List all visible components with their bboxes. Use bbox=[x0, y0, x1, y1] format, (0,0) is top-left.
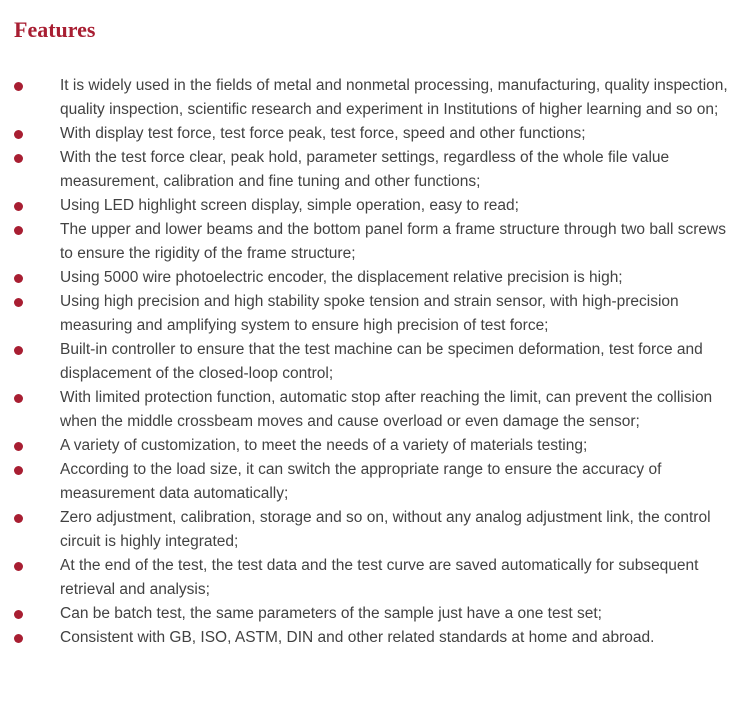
section-title: Features bbox=[14, 17, 96, 42]
feature-text: Built-in controller to ensure that the test machine can be specimen deformation, test force and displacement of the closed-loop control; bbox=[60, 341, 703, 382]
bullet-icon bbox=[14, 226, 23, 235]
list-item bbox=[14, 218, 735, 266]
list-item bbox=[14, 506, 735, 554]
bullet-icon bbox=[14, 298, 23, 307]
bullet-icon bbox=[14, 202, 23, 211]
feature-text: Using high precision and high stability spoke tension and strain sensor, with high-precision measuring and amplifying system to ensure high precision of test force; bbox=[60, 293, 679, 334]
bullet-icon bbox=[14, 442, 23, 451]
list-item bbox=[14, 194, 735, 218]
list-item bbox=[14, 338, 735, 386]
list-item bbox=[14, 290, 735, 338]
list-item bbox=[14, 146, 735, 194]
feature-text: Consistent with GB, ISO, ASTM, DIN and other related standards at home and abroad. bbox=[60, 629, 655, 646]
bullet-icon bbox=[14, 610, 23, 619]
list-item bbox=[14, 74, 735, 122]
bullet-icon bbox=[14, 394, 23, 403]
feature-text: It is widely used in the fields of metal and nonmetal processing, manufacturing, quality inspection, quality inspection, scientific research and experiment in Institutions of higher learning and so on; bbox=[60, 77, 728, 118]
list-item bbox=[14, 266, 735, 290]
bullet-icon bbox=[14, 562, 23, 571]
feature-text: According to the load size, it can switch the appropriate range to ensure the accuracy of measurement data automatically; bbox=[60, 461, 662, 502]
feature-text: Using 5000 wire photoelectric encoder, the displacement relative precision is high; bbox=[60, 269, 623, 286]
list-item bbox=[14, 386, 735, 434]
bullet-icon bbox=[14, 274, 23, 283]
feature-text: With display test force, test force peak, test force, speed and other functions; bbox=[60, 125, 586, 142]
features-list bbox=[14, 74, 735, 650]
bullet-icon bbox=[14, 154, 23, 163]
feature-text: With limited protection function, automatic stop after reaching the limit, can prevent the collision when the middle crossbeam moves and cause overload or even damage the sensor; bbox=[60, 389, 713, 430]
list-item bbox=[14, 626, 735, 650]
bullet-icon bbox=[14, 130, 23, 139]
list-item bbox=[14, 122, 735, 146]
feature-text: A variety of customization, to meet the needs of a variety of materials testing; bbox=[60, 437, 588, 454]
list-item bbox=[14, 434, 735, 458]
feature-text: Can be batch test, the same parameters of the sample just have a one test set; bbox=[60, 605, 602, 622]
bullet-icon bbox=[14, 346, 23, 355]
bullet-icon bbox=[14, 466, 23, 475]
bullet-icon bbox=[14, 634, 23, 643]
list-item bbox=[14, 602, 735, 626]
bullet-icon bbox=[14, 514, 23, 523]
feature-text: With the test force clear, peak hold, parameter settings, regardless of the whole file value measurement, calibration and fine tuning and other functions; bbox=[60, 149, 670, 190]
bullet-icon bbox=[14, 82, 23, 91]
feature-text: Using LED highlight screen display, simple operation, easy to read; bbox=[60, 197, 519, 214]
list-item bbox=[14, 554, 735, 602]
list-item bbox=[14, 458, 735, 506]
feature-text: At the end of the test, the test data and the test curve are saved automatically for subsequent retrieval and analysis; bbox=[60, 557, 699, 598]
feature-text: The upper and lower beams and the bottom panel form a frame structure through two ball screws to ensure the rigidity of the frame structure; bbox=[60, 221, 726, 262]
feature-text: Zero adjustment, calibration, storage and so on, without any analog adjustment link, the control circuit is highly integrated; bbox=[60, 509, 711, 550]
